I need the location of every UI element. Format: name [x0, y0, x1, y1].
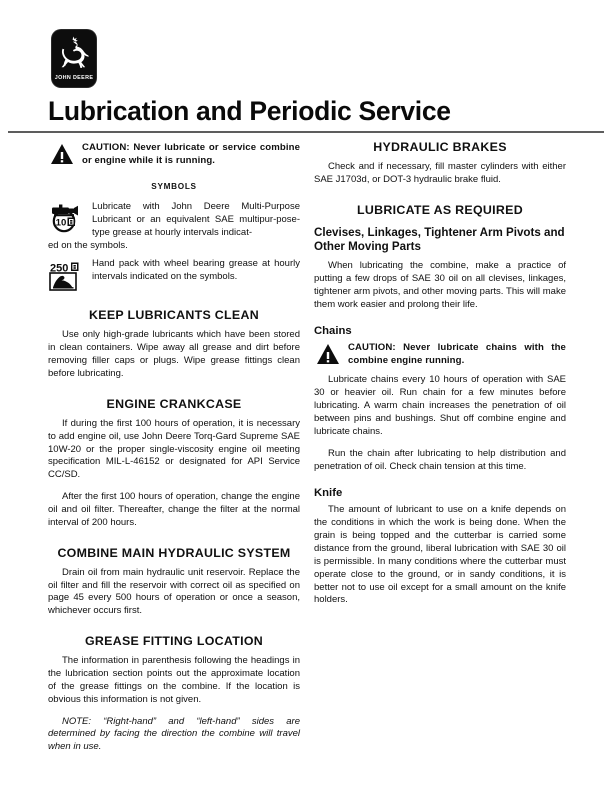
paragraph: When lubricating the combine, make a practice of putting a few drops of SAE 30 oil on all clevises, linkages, tightener arm pivots, and other moving parts. This will make them work easier and prolong their life.: [314, 260, 566, 310]
caution-text: CAUTION: Never lubricate chains with the combine engine running.: [348, 342, 566, 367]
subsection-heading-clevises-linkages: Clevises, Linkages, Tightener Arm Pivots and Other Moving Parts: [314, 225, 565, 253]
hand-pack-250-hour-symbol-icon: [48, 260, 84, 292]
paragraph: Run the chain after lubricating to help distribution and penetration of oil. Check chain tension at this time.: [314, 447, 566, 472]
symbol-row-hand-pack: [48, 258, 300, 292]
paragraph: If during the first 100 hours of operation, it is necessary to add engine oil, use John Deere Torq-Gard Supreme SAE 10W-20 or the proper single-viscosity engine oil meeting specification MIL-L-46152 or designated for API Service CC/SD.: [48, 417, 300, 481]
section-heading-keep-lubricants-clean: KEEP LUBRICANTS CLEAN: [89, 308, 259, 323]
paragraph: Drain oil from main hydraulic unit reservoir. Replace the oil filter and fill the reservoir with correct oil as specified on page 45 every 500 hours of operation or once a season, whichever occurs first.: [48, 566, 300, 617]
caution-block-lubricate: [48, 142, 300, 168]
grease-gun-10-hour-symbol-icon: [48, 203, 84, 235]
paragraph: The information in parenthesis following the headings in the lubrication section points out the approximate location of the grease fittings on the combine. If the location is obvious this information is not given.: [48, 655, 300, 705]
section-heading-hydraulic-brakes: HYDRAULIC BRAKES: [373, 140, 507, 154]
symbol-description: Hand pack with wheel bearing grease at hourly intervals indicated on the symbols.: [92, 258, 300, 283]
caution-triangle-icon: [50, 143, 74, 165]
symbol-interval-value: 10: [55, 217, 67, 229]
section-heading-engine-crankcase: ENGINE CRANKCASE: [106, 396, 242, 411]
symbol-description-overflow: ed on the symbols.: [48, 239, 128, 251]
section-heading-lubricate-as-required: LUBRICATE AS REQUIRED: [356, 202, 523, 217]
page-title: Lubrication and Periodic Service: [48, 96, 451, 126]
caution-block-chains: [314, 342, 566, 368]
logo-wordmark: JOHN DEERE: [54, 75, 94, 81]
left-column: [48, 140, 300, 763]
paragraph: Lubricate chains every 10 hours of operation with SAE 30 or heavier oil. Run chain for a few minutes before lubricating. A warm chain increases the penetration of oil between pins and bushings. Shut off combine engine and lubricate chains.: [314, 374, 566, 437]
paragraph: Use only high-grade lubricants which have been stored in clean containers. Wipe away all grease and dirt before removing filler caps or plugs. Wipe grease fittings clean before lubricating.: [48, 329, 300, 380]
symbol-interval-value: 250: [50, 262, 69, 275]
caution-triangle-icon: [316, 343, 340, 365]
paragraph: Check and if necessary, fill master cylinders with either SAE J1703d, or DOT-3 hydraulic brake fluid.: [314, 161, 566, 185]
section-heading-grease-fitting-location: GREASE FITTING LOCATION: [84, 634, 264, 649]
right-column: [314, 140, 566, 616]
note-paragraph: NOTE: “Right-hand” and “left-hand” sides are determined by facing the direction the combine will travel when in use.: [48, 715, 300, 753]
title-divider: [8, 131, 604, 133]
symbol-description: Lubricate with John Deere Multi-Purpose Lubricant or an equivalent SAE multipur-pose-type grease at hourly intervals indicat-: [92, 201, 300, 238]
symbol-row-multipurpose-lubricant: [48, 201, 300, 252]
subsection-heading-knife: Knife: [314, 487, 343, 500]
section-heading-combine-main-hydraulic-system: COMBINE MAIN HYDRAULIC SYSTEM: [57, 545, 291, 560]
caution-text: CAUTION: Never lubricate or service combine or engine while it is running.: [82, 142, 300, 166]
paragraph: The amount of lubricant to use on a knife depends on the conditions in which the work is being done. When the grain is being topped and the cutterbar is carried some distance from the ground, liberal lubrication with SAE 30 oil is permissible. In many conditions where the cutterbar must operate close to the ground, or in sandy conditions, it is better not to use oil except for a small amount on the knife holders.: [314, 504, 566, 606]
john-deere-logo: [52, 30, 96, 87]
paragraph: After the first 100 hours of operation, change the engine oil and oil filter. Thereafter, change the filter at the normal interval of 200 hours.: [48, 491, 300, 528]
leaping-deer-logo-icon: [52, 30, 96, 87]
symbols-heading: SYMBOLS: [151, 182, 197, 191]
subsection-heading-chains: Chains: [314, 325, 352, 338]
